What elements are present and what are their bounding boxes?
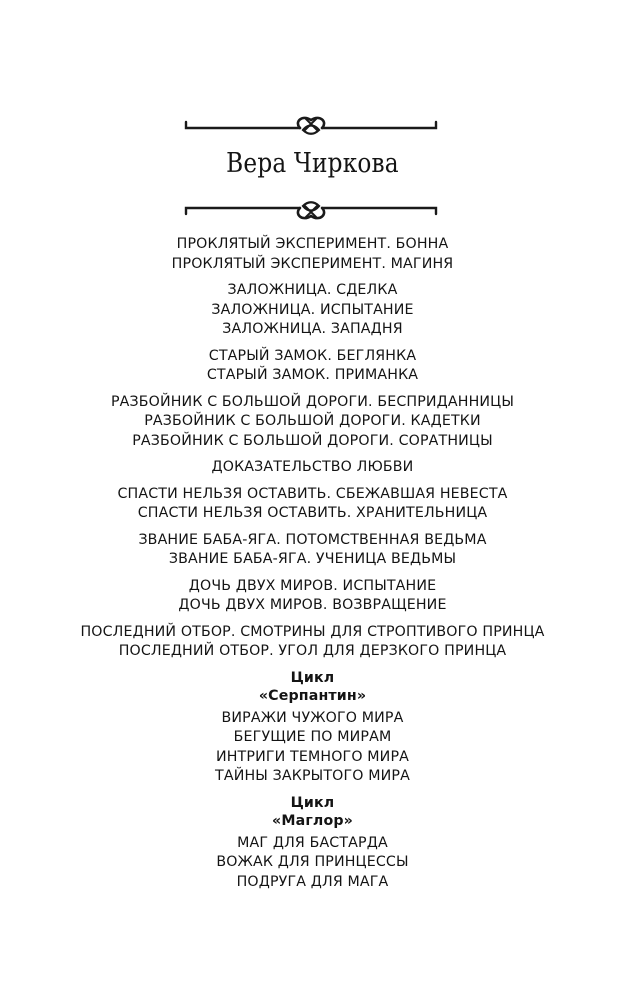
series-group	[40, 458, 585, 478]
book-title: ПОСЛЕДНИЙ ОТБОР. УГОЛ ДЛЯ ДЕРЗКОГО ПРИНЦА	[118, 643, 507, 659]
cycle-serpantin	[40, 669, 585, 787]
book-title: СПАСТИ НЕЛЬЗЯ ОСТАВИТЬ. СБЕЖАВШАЯ НЕВЕСТА	[117, 485, 508, 502]
book-title: ЗВАНИЕ БАБА-ЯГА. УЧЕНИЦА ВЕДЬМЫ	[168, 551, 457, 567]
series-group	[40, 393, 585, 452]
cycle-heading	[40, 669, 585, 705]
cycle-label: Цикл	[290, 794, 335, 811]
book-title: БЕГУЩИЕ ПО МИРАМ	[233, 729, 392, 745]
cycle-maglor	[40, 794, 585, 893]
bottom-ornament	[182, 198, 440, 228]
series-group	[40, 281, 585, 340]
book-title: ДОКАЗАТЕЛЬСТВО ЛЮБВИ	[211, 459, 414, 475]
book-title: ЗВАНИЕ БАБА-ЯГА. ПОТОМСТВЕННАЯ ВЕДЬМА	[138, 531, 487, 548]
book-title: МАГ ДЛЯ БАСТАРДА	[237, 834, 388, 851]
book-title: СПАСТИ НЕЛЬЗЯ ОСТАВИТЬ. ХРАНИТЕЛЬНИЦА	[137, 505, 488, 521]
author-name: Вера Чиркова	[226, 148, 399, 179]
series-group	[40, 235, 585, 274]
cycle-heading	[40, 794, 585, 830]
bibliography	[40, 235, 585, 899]
book-title: СТАРЫЙ ЗАМОК. БЕГЛЯНКА	[208, 347, 417, 364]
cycle-name: «Серпантин»	[258, 687, 367, 704]
series-group	[40, 347, 585, 386]
book-title: СТАРЫЙ ЗАМОК. ПРИМАНКА	[206, 367, 419, 383]
book-title: РАЗБОЙНИК С БОЛЬШОЙ ДОРОГИ. БЕСПРИДАННИЦЫ	[110, 393, 515, 410]
book-title: РАЗБОЙНИК С БОЛЬШОЙ ДОРОГИ. КАДЕТКИ	[144, 413, 481, 429]
series-group	[40, 531, 585, 570]
book-title: ТАЙНЫ ЗАКРЫТОГО МИРА	[215, 768, 410, 784]
book-title: ПРОКЛЯТЫЙ ЭКСПЕРИМЕНТ. МАГИНЯ	[171, 255, 454, 272]
book-title: ПОДРУГА ДЛЯ МАГА	[236, 873, 389, 890]
book-title: ЗАЛОЖНИЦА. СДЕЛКА	[227, 282, 398, 298]
book-title: ДОЧЬ ДВУХ МИРОВ. ВОЗВРАЩЕНИЕ	[178, 597, 447, 613]
top-ornament	[182, 108, 440, 138]
series-group	[40, 623, 585, 662]
book-title: ПОСЛЕДНИЙ ОТБОР. СМОТРИНЫ ДЛЯ СТРОПТИВОГО ПРИНЦА	[80, 623, 545, 640]
book-title: ДОЧЬ ДВУХ МИРОВ. ИСПЫТАНИЕ	[188, 577, 437, 594]
book-title: ИНТРИГИ ТЕМНОГО МИРА	[215, 748, 410, 765]
ornament-knot-icon	[182, 198, 440, 228]
series-group	[40, 577, 585, 616]
series-group	[40, 485, 585, 524]
book-title: ПРОКЛЯТЫЙ ЭКСПЕРИМЕНТ. БОННА	[176, 236, 449, 252]
book-title: ЗАЛОЖНИЦА. ИСПЫТАНИЕ	[211, 301, 414, 318]
cycle-label: Цикл	[290, 669, 335, 686]
cycle-name: «Маглор»	[272, 812, 353, 829]
book-title: ЗАЛОЖНИЦА. ЗАПАДНЯ	[222, 321, 403, 337]
book-title: ВОЖАК ДЛЯ ПРИНЦЕССЫ	[216, 854, 409, 870]
ornament-knot-icon	[182, 108, 440, 138]
book-title: ВИРАЖИ ЧУЖОГО МИРА	[221, 709, 404, 726]
book-title: РАЗБОЙНИК С БОЛЬШОЙ ДОРОГИ. СОРАТНИЦЫ	[132, 432, 493, 449]
